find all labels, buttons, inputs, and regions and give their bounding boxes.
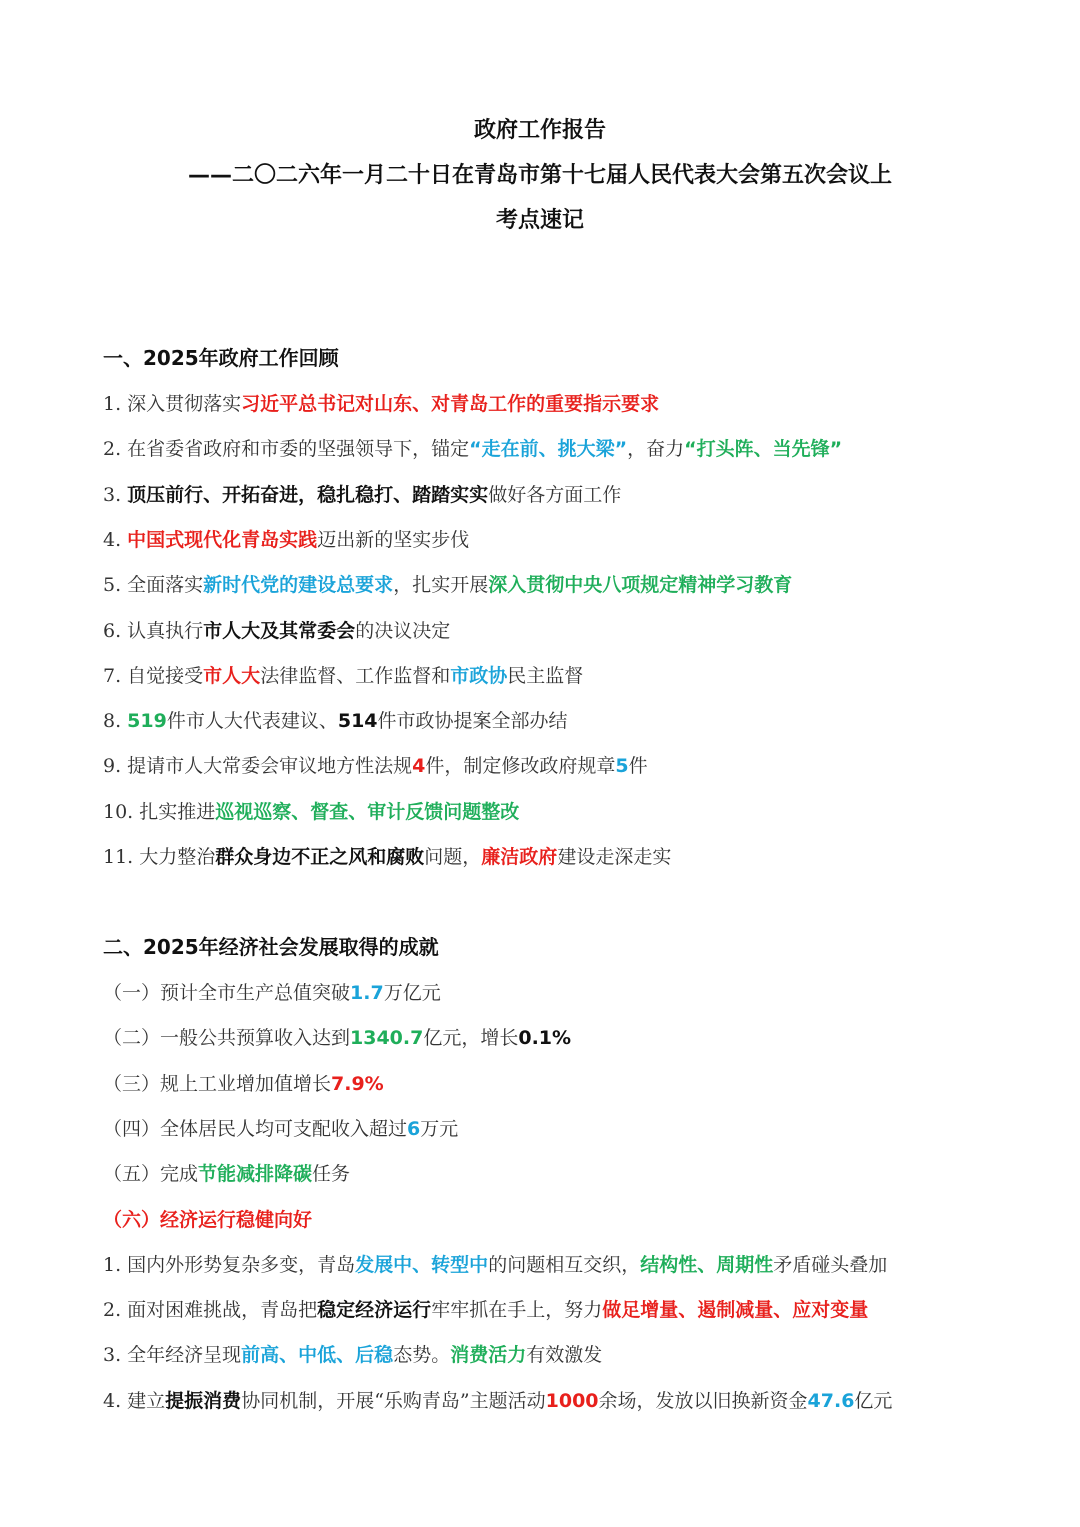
body-text: （五）完成 (103, 1163, 199, 1186)
body-text: 5. 全面落实 (103, 574, 204, 597)
highlight-text: 廉洁政府 (481, 846, 558, 868)
body-text: 8. (103, 710, 128, 733)
highlight-text: 新时代党的建设总要求 (203, 574, 394, 597)
highlight-text: 6 (407, 1117, 421, 1140)
body-text: 件 (628, 755, 648, 778)
body-text: 2. 面对困难挑战，青岛把 (103, 1299, 318, 1322)
highlight-text: 中国式现代化青岛实践 (127, 528, 318, 551)
highlight-text: 群众身边不正之风和腐败 (215, 846, 425, 868)
page-subtitle-2: 考点速记 (495, 208, 584, 233)
body-text: 6. 认真执行 (103, 619, 204, 642)
list-item (103, 390, 659, 418)
body-text: 问题， (424, 846, 482, 868)
list-item (103, 1160, 350, 1188)
list-item (103, 1024, 571, 1052)
list-item (103, 843, 671, 871)
highlight-text: 1000 (545, 1389, 599, 1412)
list-item (103, 526, 469, 554)
highlight-text: 提振消费 (165, 1389, 242, 1412)
body-text: 余场，发放以旧换新资金 (598, 1389, 808, 1412)
body-text: （四）全体居民人均可支配收入超过 (103, 1117, 408, 1140)
highlight-text: 发展中、转型中 (355, 1253, 489, 1276)
body-text: 建设走深走实 (557, 846, 672, 868)
body-text: 4. (103, 528, 128, 551)
highlight-text: 4 (412, 755, 426, 778)
highlight-text: “走在前、挑大梁” (469, 438, 628, 461)
body-text: 1. 深入贯彻落实 (103, 393, 242, 415)
body-text: 3. 全年经济呈现 (103, 1344, 242, 1367)
list-item (103, 1296, 868, 1324)
highlight-text: 消费活力 (450, 1344, 527, 1367)
list-item (103, 662, 583, 690)
list-item (103, 571, 792, 599)
highlight-text: 514 (337, 710, 378, 733)
list-item (103, 979, 441, 1007)
highlight-text: 顶压前行、开拓奋进，稳扎稳打、踏踏实实 (127, 483, 489, 506)
body-text: 民主监督 (507, 664, 584, 687)
body-text: 做好各方面工作 (488, 483, 622, 506)
body-text: 牢牢抓在手上，努力 (431, 1299, 603, 1322)
highlight-text: 深入贯彻中央八项规定精神学习教育 (488, 574, 793, 597)
highlight-text: 结构性、周期性 (640, 1253, 774, 1276)
highlight-text: 519 (127, 710, 167, 733)
highlight-text: 市人大 (203, 664, 261, 687)
highlight-text: 市政协 (450, 664, 508, 687)
body-text: 有效激发 (526, 1344, 603, 1367)
list-item (103, 798, 519, 826)
list-item (103, 1341, 602, 1369)
body-text: 万元 (420, 1117, 459, 1140)
list-item (103, 752, 648, 780)
body-text: 法律监督、工作监督和 (260, 664, 451, 687)
list-item (103, 1387, 892, 1415)
highlight-text: 稳定经济运行 (317, 1299, 432, 1322)
body-text: 协同机制，开展“乐购青岛”主题活动 (241, 1389, 546, 1412)
body-text: 2. 在省委省政府和市委的坚强领导下，锚定 (103, 438, 470, 461)
highlight-text: 47.6 (807, 1389, 855, 1412)
body-text: 件，制定修改政府规章 (425, 755, 616, 778)
body-text: 4. 建立 (103, 1389, 166, 1412)
highlight-text: 前高、中低、后稳 (241, 1344, 394, 1367)
body-text: 的问题相互交织， (488, 1253, 641, 1276)
list-item (103, 1206, 312, 1234)
body-text: ，奋力 (627, 438, 685, 461)
highlight-text: 习近平总书记对山东、对青岛工作的重要指示要求 (241, 393, 660, 415)
highlight-text: 做足增量、遏制减量、应对变量 (602, 1299, 869, 1322)
body-text: 件市政协提案全部办结 (377, 710, 568, 733)
list-item (103, 617, 450, 645)
body-text: 3. (103, 483, 128, 506)
highlight-text: 巡视巡察、督查、审计反馈问题整改 (215, 800, 520, 823)
body-text: 件市人大代表建议、 (166, 710, 338, 733)
list-item (103, 1070, 384, 1098)
highlight-text: 市人大及其常委会 (203, 619, 356, 642)
section-heading-1: 一、2025年政府工作回顾 (103, 346, 339, 370)
highlight-text: 1340.7 (350, 1027, 424, 1050)
body-text: 的决议决定 (355, 619, 451, 642)
body-text: （一）预计全市生产总值突破 (103, 982, 351, 1004)
body-text: ，扎实开展 (393, 574, 489, 597)
list-item (103, 707, 568, 735)
body-text: （二）一般公共预算收入达到 (103, 1027, 351, 1050)
highlight-text: 节能减排降碳 (198, 1163, 313, 1186)
page-title: 政府工作报告 (473, 118, 606, 143)
body-text: 11. 大力整治 (103, 846, 216, 868)
body-text: （三）规上工业增加值增长 (103, 1072, 332, 1095)
list-item (103, 1251, 887, 1279)
body-text: 亿元 (854, 1389, 893, 1412)
body-text: 1. 国内外形势复杂多变，青岛 (103, 1253, 356, 1276)
body-text: 任务 (312, 1163, 351, 1186)
body-text: 9. 提请市人大常委会审议地方性法规 (103, 755, 413, 778)
highlight-text: “打头阵、当先锋” (684, 438, 843, 461)
body-text: 10. 扎实推进 (103, 800, 216, 823)
section-heading-2: 二、2025年经济社会发展取得的成就 (103, 935, 439, 959)
page-subtitle: ——二〇二六年一月二十日在青岛市第十七届人民代表大会第五次会议上 (187, 163, 892, 188)
body-text: 迈出新的坚实步伐 (317, 528, 470, 551)
body-text: 万亿元 (383, 982, 441, 1004)
highlight-text: 0.1% (518, 1027, 572, 1050)
list-item (103, 435, 842, 463)
body-text: 7. 自觉接受 (103, 664, 204, 687)
body-text: 亿元，增长 (423, 1027, 519, 1050)
list-item (103, 481, 621, 509)
highlight-text: 1.7 (350, 982, 384, 1004)
highlight-text: （六）经济运行稳健向好 (103, 1208, 313, 1231)
list-item (103, 1115, 458, 1143)
highlight-text: 7.9% (331, 1072, 384, 1095)
highlight-text: 5 (615, 755, 629, 778)
body-text: 态势。 (393, 1344, 451, 1367)
body-text: 矛盾碰头叠加 (773, 1253, 888, 1276)
